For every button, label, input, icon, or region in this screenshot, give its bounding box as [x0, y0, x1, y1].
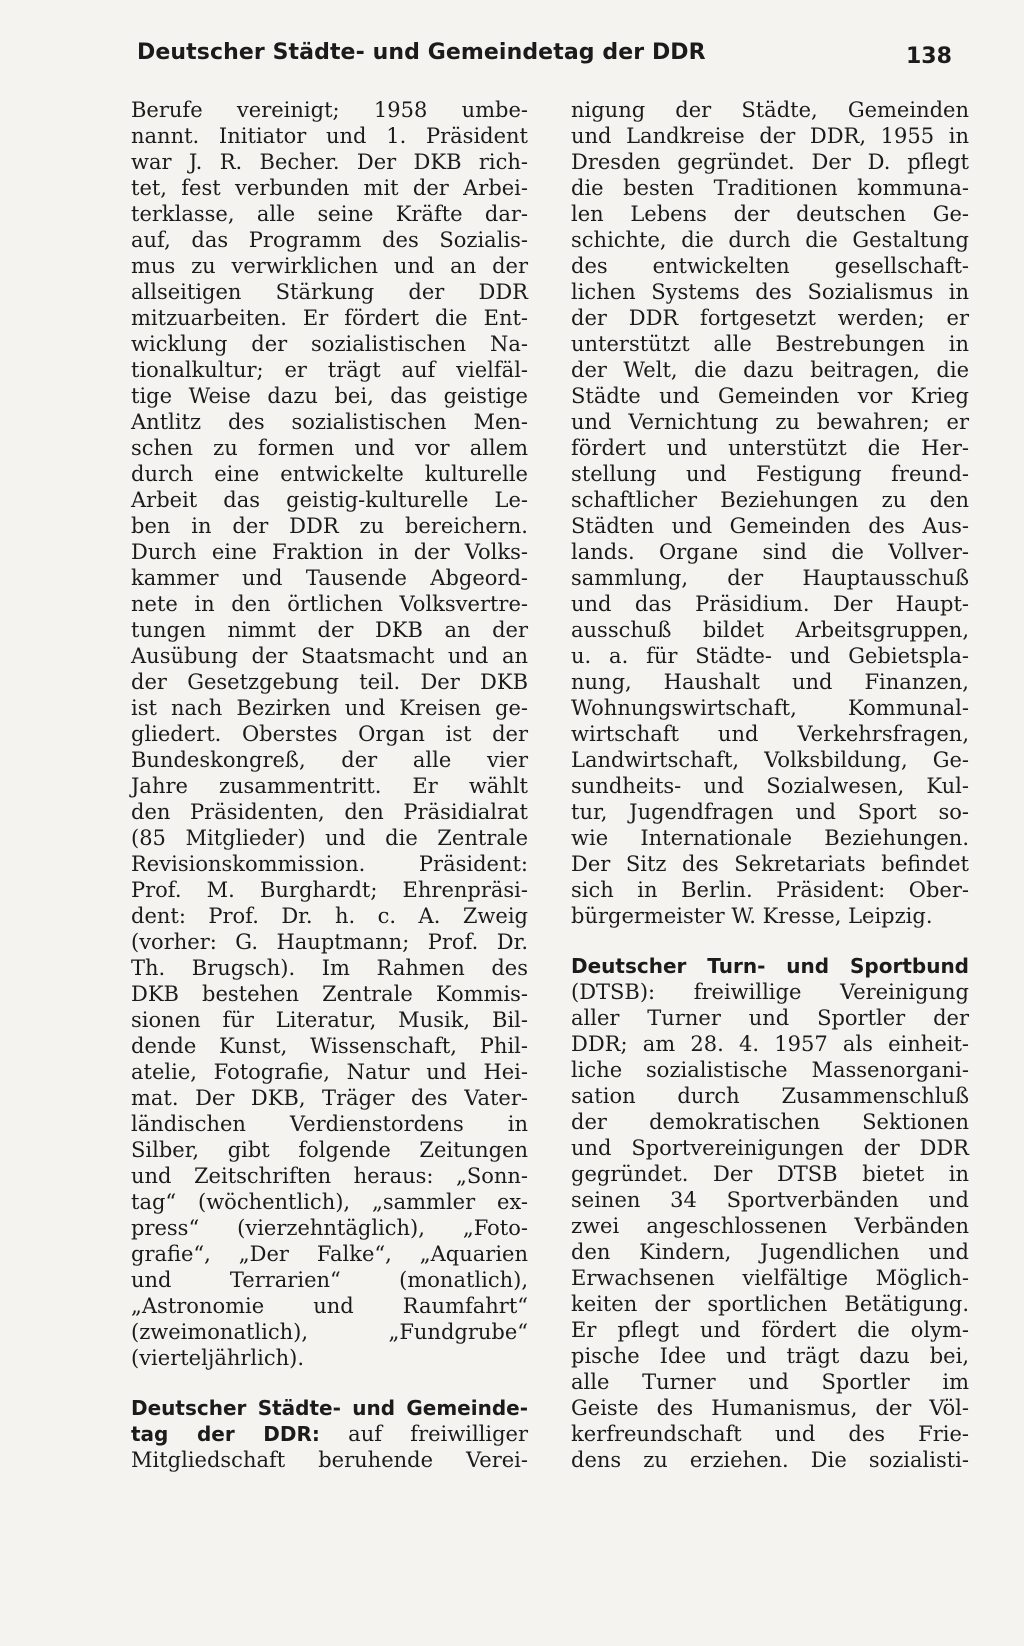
text-line: aller Turner und Sportler der — [571, 1006, 969, 1030]
text-line: sionen für Literatur, Musik, Bil- — [131, 1008, 528, 1032]
text-line: schichte, die durch die Gestaltung — [571, 228, 969, 252]
text-line: dende Kunst, Wissenschaft, Phil- — [131, 1034, 528, 1058]
text-line: und Landkreise der DDR, 1955 in — [571, 124, 969, 148]
text-line: Erwachsenen vielfältige Möglich- — [571, 1266, 969, 1290]
text-line: schen zu formen und vor allem — [131, 436, 528, 460]
text-line: zwei angeschlossenen Verbänden — [571, 1214, 969, 1238]
entry-headword-line — [571, 953, 969, 979]
text-line: die besten Traditionen kommuna- — [571, 176, 969, 200]
entry-headword-line — [131, 1395, 528, 1421]
text-line: Landwirtschaft, Volksbildung, Ge- — [571, 748, 969, 772]
text-line: nigung der Städte, Gemeinden — [571, 98, 969, 122]
text-line: des entwickelten gesellschaft- — [571, 254, 969, 278]
text-line: u. a. für Städte- und Gebietspla- — [571, 644, 969, 668]
text-line: der Welt, die dazu beitragen, die — [571, 358, 969, 382]
right-column — [571, 97, 969, 1473]
text-line: auf, das Programm des Sozialis- — [131, 228, 528, 252]
entry-headword-line — [131, 1421, 528, 1447]
entry-text: auf freiwilliger — [319, 1422, 528, 1446]
text-line: tige Weise dazu bei, das geistige — [131, 384, 528, 408]
text-line: alle Turner und Sportler im — [571, 1370, 969, 1394]
text-line: tur, Jugendfragen und Sport so- — [571, 800, 969, 824]
text-line: sundheits- und Sozialwesen, Kul- — [571, 774, 969, 798]
text-line: durch eine entwickelte kulturelle — [131, 462, 528, 486]
text-line: den Präsidenten, den Präsidialrat — [131, 800, 528, 824]
text-line: (vierteljährlich). — [131, 1346, 305, 1370]
text-line: DDR; am 28. 4. 1957 als einheit- — [571, 1032, 969, 1056]
headword: Deutscher Städte- und Gemeinde- — [131, 1396, 528, 1420]
text-line: dent: Prof. Dr. h. c. A. Zweig — [131, 904, 528, 928]
text-line: Bundeskongreß, der alle vier — [131, 748, 528, 772]
text-line: war J. R. Becher. Der DKB rich- — [131, 150, 528, 174]
text-line: „Astronomie und Raumfahrt“ — [131, 1294, 528, 1318]
text-line: und Vernichtung zu bewahren; er — [571, 410, 969, 434]
headword: Deutscher Turn- und Sportbund — [571, 954, 969, 978]
text-line: der DDR fortgesetzt werden; er — [571, 306, 969, 330]
text-line: unterstützt alle Bestrebungen in — [571, 332, 969, 356]
text-line: Er pflegt und fördert die olym- — [571, 1318, 969, 1342]
text-line: und Zeitschriften heraus: „Sonn- — [131, 1164, 528, 1188]
text-line: sammlung, der Hauptausschuß — [571, 566, 969, 590]
text-line: Wohnungswirtschaft, Kommunal- — [571, 696, 969, 720]
entry-dtsb-body — [571, 979, 969, 1473]
text-line: keiten der sportlichen Betätigung. — [571, 1292, 969, 1316]
text-line: Antlitz des sozialistischen Men- — [131, 410, 528, 434]
entry-staedtetag — [131, 1395, 528, 1473]
text-line: Revisionskommission. Präsident: — [131, 852, 528, 876]
text-line: tag“ (wöchentlich), „sammler ex- — [131, 1190, 528, 1214]
text-line: Städte und Gemeinden vor Krieg — [571, 384, 969, 408]
text-line: tionalkultur; er trägt auf vielfäl- — [131, 358, 528, 382]
text-line: Durch eine Fraktion in der Volks- — [131, 540, 528, 564]
text-line: gliedert. Oberstes Organ ist der — [131, 722, 528, 746]
text-line: tungen nimmt der DKB an der — [131, 618, 528, 642]
headword: tag der DDR: — [131, 1422, 320, 1446]
text-line: schaftlicher Beziehungen zu den — [571, 488, 969, 512]
text-line: (vorher: G. Hauptmann; Prof. Dr. — [131, 930, 528, 954]
text-line: und Sportvereinigungen der DDR — [571, 1136, 969, 1160]
text-line: DKB bestehen Zentrale Kommis- — [131, 982, 528, 1006]
text-line: der Gesetzgebung teil. Der DKB — [131, 670, 528, 694]
text-line: nete in den örtlichen Volksvertre- — [131, 592, 528, 616]
text-line: liche sozialistische Massenorgani- — [571, 1058, 969, 1082]
text-line: dens zu erziehen. Die sozialisti- — [571, 1448, 969, 1472]
text-line: wirtschaft und Verkehrsfragen, — [571, 722, 969, 746]
text-line: (85 Mitglieder) und die Zentrale — [131, 826, 528, 850]
left-column — [131, 97, 528, 1473]
text-line: stellung und Festigung freund- — [571, 462, 969, 486]
text-line: und Terrarien“ (monatlich), — [131, 1268, 528, 1292]
text-line: Arbeit das geistig-kulturelle Le- — [131, 488, 528, 512]
text-line: kerfreundschaft und des Frie- — [571, 1422, 969, 1446]
text-line: grafie“, „Der Falke“, „Aquarien — [131, 1242, 528, 1266]
text-line: atelie, Fotografie, Natur und Hei- — [131, 1060, 528, 1084]
entry-staedtetag-continued — [571, 97, 969, 929]
text-line: Prof. M. Burghardt; Ehrenpräsi- — [131, 878, 528, 902]
text-line: mitzuarbeiten. Er fördert die Ent- — [131, 306, 528, 330]
entry-dtsb — [571, 953, 969, 1473]
text-line: Jahre zusammentritt. Er wählt — [131, 774, 528, 798]
text-line: mus zu verwirklichen und an der — [131, 254, 528, 278]
text-line: press“ (vierzehntäglich), „Foto- — [131, 1216, 528, 1240]
text-line: tet, fest verbunden mit der Arbei- — [131, 176, 528, 200]
text-line: Dresden gegründet. Der D. pflegt — [571, 150, 969, 174]
text-line: nung, Haushalt und Finanzen, — [571, 670, 969, 694]
text-line: (DTSB): freiwillige Vereinigung — [571, 980, 969, 1004]
text-line: und das Präsidium. Der Haupt- — [571, 592, 969, 616]
entry-dkb-continued — [131, 97, 528, 1371]
text-line: Der Sitz des Sekretariats befindet — [571, 852, 969, 876]
text-line: ländischen Verdienstordens in — [131, 1112, 528, 1136]
text-line: Th. Brugsch). Im Rahmen des — [131, 956, 528, 980]
text-line: den Kindern, Jugendlichen und — [571, 1240, 969, 1264]
text-line: Städten und Gemeinden des Aus- — [571, 514, 969, 538]
text-line: lands. Organe sind die Vollver- — [571, 540, 969, 564]
text-line: ausschuß bildet Arbeitsgruppen, — [571, 618, 969, 642]
text-line: (zweimonatlich), „Fundgrube“ — [131, 1320, 528, 1344]
text-line: der demokratischen Sektionen — [571, 1110, 969, 1134]
text-line: fördert und unterstützt die Her- — [571, 436, 969, 460]
text-line: Geiste des Humanismus, der Völ- — [571, 1396, 969, 1420]
text-line: Ausübung der Staatsmacht und an — [131, 644, 528, 668]
text-line: mat. Der DKB, Träger des Vater- — [131, 1086, 528, 1110]
text-line: gegründet. Der DTSB bietet in — [571, 1162, 969, 1186]
entry-gap — [571, 929, 969, 953]
text-line: ist nach Bezirken und Kreisen ge- — [131, 696, 528, 720]
text-line: pische Idee und trägt dazu bei, — [571, 1344, 969, 1368]
entry-gap — [131, 1371, 528, 1395]
text-line: kammer und Tausende Abgeord- — [131, 566, 528, 590]
text-line: sich in Berlin. Präsident: Ober- — [571, 878, 969, 902]
text-line: Mitgliedschaft beruhende Verei- — [131, 1448, 528, 1472]
text-line: wicklung der sozialistischen Na- — [131, 332, 528, 356]
text-line: wie Internationale Beziehungen. — [571, 826, 969, 850]
running-head-title: Deutscher Städte- und Gemeindetag der DDR — [137, 40, 706, 65]
text-line: len Lebens der deutschen Ge- — [571, 202, 969, 226]
page-number: 138 — [906, 44, 952, 69]
text-line: ben in der DDR zu bereichern. — [131, 514, 528, 538]
text-line: Silber, gibt folgende Zeitungen — [131, 1138, 528, 1162]
text-line: terklasse, alle seine Kräfte dar- — [131, 202, 528, 226]
text-line: Berufe vereinigt; 1958 umbe- — [131, 98, 528, 122]
text-line: nannt. Initiator und 1. Präsident — [131, 124, 528, 148]
text-line: bürgermeister W. Kresse, Leipzig. — [571, 904, 933, 928]
text-line: allseitigen Stärkung der DDR — [131, 280, 528, 304]
text-line: sation durch Zusammenschluß — [571, 1084, 969, 1108]
text-line: lichen Systems des Sozialismus in — [571, 280, 969, 304]
text-line: seinen 34 Sportverbänden und — [571, 1188, 969, 1212]
